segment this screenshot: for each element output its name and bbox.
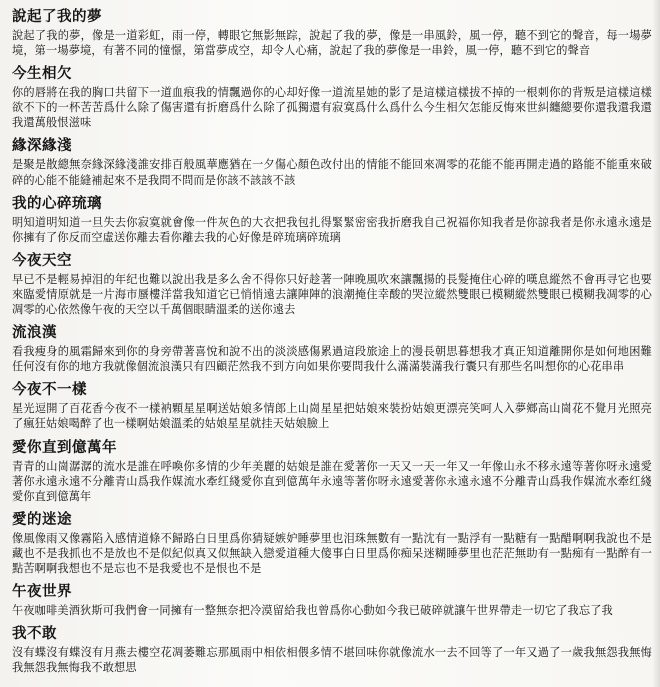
song-5 [12,251,652,317]
song-title: 今夜不一樣 [12,382,87,399]
song-title: 今生相欠 [12,66,72,83]
song-lyrics: 早已不是輕易掉泪的年纪也難以說出我是多么舍不得你只好趁著一陣晚風吹來讓飄揚的長髮掩住心碎的嘆息縱然不會再寻它也要來臨愛情原就是一片海市蜃樓洋當我知道它已悄悄遠去讓陣陣的浪潮掩住幸酸的哭泣縱然雙眼已模糊縱然雙眼已模糊我凋零的心凋零的心依然像午夜的天空以千萬個眼睛溫柔的送你遠去 [12,272,652,317]
song-title: 我不敢 [12,626,57,643]
song-title: 愛的迷途 [12,511,72,528]
song-lyrics: 說起了我的夢，像是一道彩虹，雨一停，轉眼它無影無踪，說起了我的夢，像是一串風鈴，風一停，聽不到它的聲音，每一場夢境，第一場夢境，有著不同的憧憬，第當夢成空，却令人心痛，說起了我的夢像是一串鈴，風一停，聽不到它的聲音 [12,29,652,58]
song-1 [12,7,652,58]
song-title: 我的心碎琉璃 [12,195,102,212]
song-lyrics: 看我瘦身的風霜歸來到你的身旁帶著喜悅和說不出的淡淡感傷累過這段旅途上的漫長朝思暮想我才真正知道離開你是如何地困難任何沒有你的地方我就像個流浪漢只有四顧茫然我不到方向如果你要問我什么滿滿裝滿我行囊只有那些名叫想你的心花串串 [12,345,652,374]
song-8 [12,438,652,504]
song-lyrics: 沒有蝶沒有蝶沒有月燕去樓空花凋萎難忘那風雨中相依相偎多情不堪回味你就像流水一去不回等了一年又過了一歲我無怨我無悔我無怨我無悔我不敢想思 [12,646,652,675]
song-lyrics: 青青的山崗潺潺的流水是誰在呼喚你多情的少年美麗的姑娘是誰在愛著你一天又一天一年又一年像山永不移永遠等著你呀永遠愛著你永遠永遠不分離青山爲我作媒流水牽红綫愛你直到億萬年永遠等著你呀永遠愛著你永遠永遠不分離青山爲我作媒流水牽红綫愛你直到億萬年 [12,459,652,503]
song-lyrics: 明知道明知道一旦失去你寂寞就會像一件灰色的大衣把我包扎得緊緊密密我折磨我自己祝福你知我者是你諒我者是你永遠永遠是你擁有了你反而空虛送你離去看你離去我的心好像是碎琉璃碎琉璃 [12,215,652,244]
song-title: 今夜天空 [12,252,72,269]
song-7 [12,380,652,431]
song-lyrics: 星光逗開了百花香今夜不一樣衲顆星星啊送姑娘多情郎上山崗星星把姑娘來裝扮姑娘更漂亮笑呵人入夢鄉高山崗花不覺月光照亮了瘋狂姑娘喝醉了也一樣啊姑娘溫柔的姑娘星星就挂天姑娘臉上 [12,402,652,431]
song-4 [12,194,652,245]
song-lyrics: 像風像雨又像霧陷入感情道條不歸路白日里爲你猜疑嫉妒睡夢里也泪珠無數有一點沈有一點浮有一點糖有一點醋啊啊我說也不是藏也不是我抓也不是放也不是似紀似真又似無缺入戀愛道種大傻事白日里爲你痴呆迷糊睡夢里也茫茫無助有一點痴有一點醉有一點苦啊啊我想也不是忘也不是我愛也不是恨也不是 [12,531,652,575]
song-title: 午夜世界 [12,584,72,601]
song-6 [12,323,652,374]
song-lyrics: 午夜咖啡美酒狄斯可我們會一同擁有一整無奈把冷漠留給我也曾爲你心動如今我已破碎就讓午世界帶走一切它了我忘了我 [12,604,613,618]
song-title: 說起了我的夢 [12,9,102,25]
song-title: 流浪漢 [12,325,57,342]
song-title: 緣深緣淺 [12,138,72,155]
song-3 [12,136,652,187]
song-title: 愛你直到億萬年 [12,439,117,456]
song-10 [12,582,652,618]
song-9 [12,510,652,576]
song-lyrics: 你的唇將在我的胸口共留下一道血痕我的情飄過你的心却好像一道流星她的影了是這樣這樣拔不掉的一根刺你的背叛是這樣這樣欲不下的一杯苦苦爲什么除了傷害還有折磨爲什么除了孤獨還有寂寞爲什么爲什么今生相欠怎能反悔來世糾纏總要你還我還我還我還萬般恨滋味 [12,86,652,130]
song-lyrics: 是聚是散總無奈緣深緣淺誰安排百般風華應猶在一夕傷心顏色改付出的情能不能回來凋零的花能不能再開走過的路能不能重來破碎的心能不能縫補起來不是我問不問而是你該不該該不該 [12,158,652,187]
song-2 [12,64,652,130]
song-11 [12,624,652,675]
page-edge-shadow [652,0,660,687]
